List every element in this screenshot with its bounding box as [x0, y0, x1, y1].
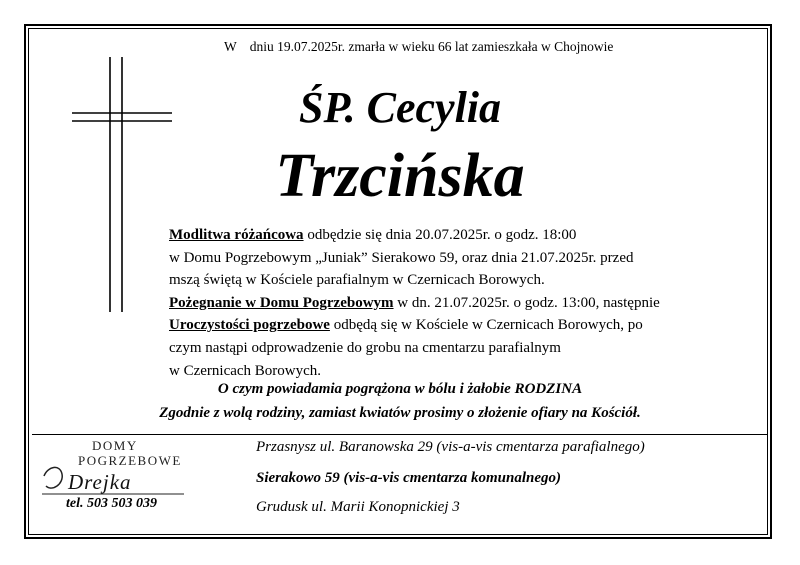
farewell-heading: Pożegnanie w Domu Pogrzebowym — [169, 294, 394, 311]
flowers-request: Zgodnie z wolą rodziny, zamiast kwiatów prosimy o złożenie ofiary na Kościół. — [159, 405, 641, 421]
funeral-text: odbędą się w Kościele w Czernicach Borowych, po — [329, 317, 643, 334]
body-line: w Czernicach Borowych. — [169, 362, 322, 379]
family-announcement: O czym powiadamia pogrążona w bólu i żałobie RODZINA — [217, 381, 583, 397]
body-line: w Domu Pogrzebowym „Juniak” Sierakowo 59, oraz dnia 21.07.2025r. przed — [169, 249, 634, 266]
header-text: dniu 19.07.2025r. zmarła w wieku 66 lat zamieszkała w Chojnowie — [249, 39, 614, 54]
rosary-heading: Modlitwa różańcowa — [169, 227, 304, 243]
funeral-heading: Uroczystości pogrzebowe — [169, 317, 330, 334]
funeral-home-logo — [34, 436, 204, 516]
deceased-first-line: ŚP. Cecylia — [298, 83, 502, 132]
logo-line1: DOMY — [92, 438, 138, 453]
body-line — [169, 224, 769, 247]
logo-phone: tel. 503 503 039 — [66, 496, 157, 511]
header-prefix: W — [224, 39, 237, 54]
body-line: mszą świętą w Kościele parafialnym w Czernicach Borowych. — [169, 272, 545, 289]
address-przasnysz: Przasnysz ul. Baranowska 29 (vis-a-vis cmentarza parafialnego) — [256, 439, 645, 455]
address-sierakowo: Sierakowo 59 (vis-a-vis cmentarza komunalnego) — [256, 470, 562, 486]
farewell-text: w dn. 21.07.2025r. o godz. 13:00, następnie — [393, 294, 660, 311]
footer-divider — [32, 434, 768, 435]
deceased-surname: Trzcińska — [275, 142, 525, 210]
death-notice-header — [224, 39, 613, 55]
body-line — [169, 314, 769, 337]
logo-brand: Drejka — [68, 470, 132, 494]
rosary-text: odbędzie się dnia 20.07.2025r. o godz. 18:00 — [303, 227, 577, 243]
address-grudusk: Grudusk ul. Marii Konopnickiej 3 — [256, 499, 460, 515]
logo-line2: POGRZEBOWE — [78, 453, 182, 468]
body-line — [169, 292, 769, 315]
ceremony-details — [169, 224, 769, 382]
body-line: czym nastąpi odprowadzenie do grobu na cmentarzu parafialnym — [169, 339, 561, 356]
